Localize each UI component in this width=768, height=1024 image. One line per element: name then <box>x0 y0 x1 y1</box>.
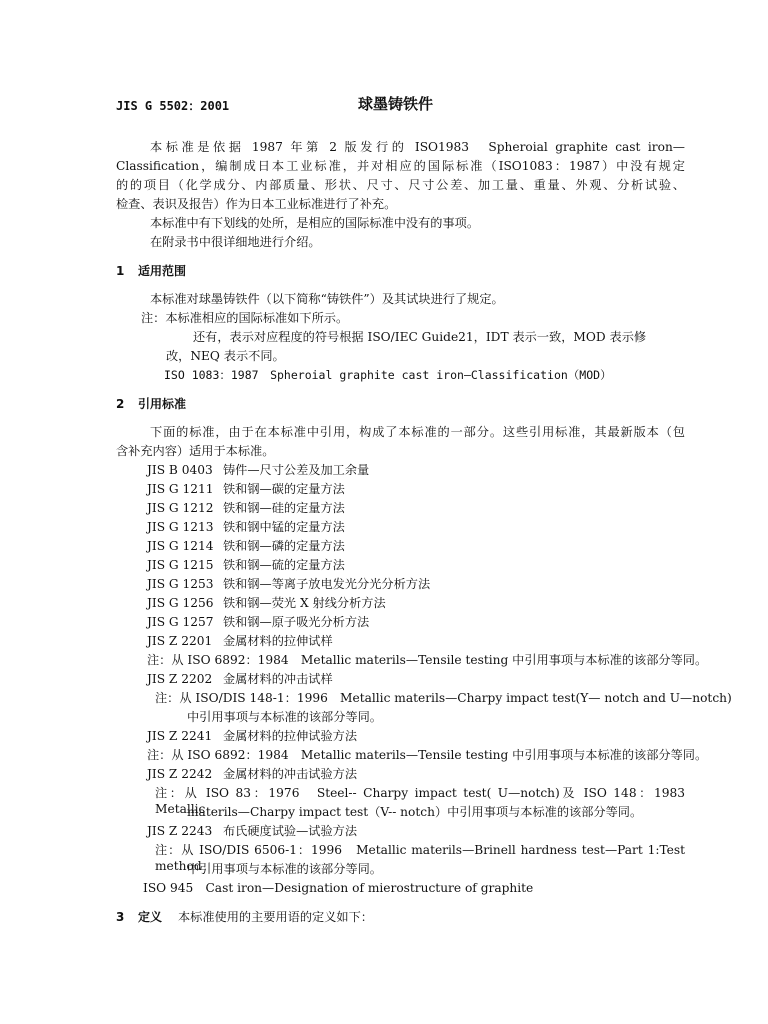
reference-code: JIS G 1211 <box>147 482 214 496</box>
intro-para-2: 本标准中有下划线的处所，是相应的国际标准中没有的事项。 <box>150 216 480 230</box>
reference-code: JIS G 1212 <box>147 501 214 515</box>
reference-title: 铁和钢—硅的定量方法 <box>223 501 345 515</box>
reference-title: 布氏硬度试验—试验方法 <box>223 824 358 838</box>
document-title: 球墨铸铁件 <box>358 95 434 113</box>
reference-item <box>147 823 357 839</box>
reference-title: 金属材料的冲击试验方法 <box>223 767 358 781</box>
section-2-intro-2: 含补充内容）适用于本标准。 <box>116 444 275 458</box>
reference-code: JIS G 1215 <box>147 558 214 572</box>
reference-note-z2243-2: 中引用事项与本标准的该部分等同。 <box>187 862 382 876</box>
intro-line-4: 检查、表识及报告）作为日本工业标准进行了补充。 <box>116 197 397 211</box>
reference-title: 铁和钢—磷的定量方法 <box>223 539 345 553</box>
standard-number: JIS G 5502：2001 <box>116 99 230 113</box>
reference-item <box>147 614 369 630</box>
reference-item <box>147 671 333 687</box>
reference-title: 金属材料的拉伸试验方法 <box>223 729 358 743</box>
reference-note-z2243-1: 注：从 ISO/DIS 6506-1：1996 Metallic materils—Brinell hardness test—Part 1:Test method <box>155 843 685 873</box>
reference-note-z2202-1: 注：从 ISO/DIS 148-1：1996 Metallic materils—Charpy impact test(Y— notch and U—notch) <box>155 691 732 705</box>
reference-item <box>147 728 357 744</box>
reference-title: 铁和钢—原子吸光分析方法 <box>223 615 370 629</box>
section-3-heading: 定义 <box>138 910 163 924</box>
reference-title: 金属材料的拉伸试样 <box>223 634 333 648</box>
reference-code: JIS B 0403 <box>147 463 213 477</box>
reference-item <box>147 557 345 573</box>
reference-code: JIS G 1213 <box>147 520 214 534</box>
reference-item <box>147 576 430 592</box>
reference-item <box>147 500 345 516</box>
intro-para-3: 在附录书中很详细地进行介绍。 <box>150 235 321 249</box>
section-3-text: 本标准使用的主要用语的定义如下： <box>178 910 373 924</box>
reference-item <box>147 519 345 535</box>
reference-code: JIS G 1253 <box>147 577 214 591</box>
reference-item <box>147 766 357 782</box>
reference-code: JIS Z 2201 <box>147 634 213 648</box>
reference-note-z2242-1: 注：从 ISO 83：1976 Steel-- Charpy impact test( U—notch)及 ISO 148：1983 Metallic <box>155 786 698 816</box>
reference-note-z2242-2: materils—Charpy impact test（V-- notch）中引用事项与本标准的该部分等同。 <box>187 805 643 819</box>
reference-code: JIS Z 2202 <box>147 672 213 686</box>
section-1-heading: 适用范围 <box>138 264 187 278</box>
reference-iso-945: ISO 945 Cast iron—Designation of mierostructure of graphite <box>143 881 534 895</box>
reference-title: 铸件—尺寸公差及加工余量 <box>223 463 370 477</box>
section-1-note-detail-1: 还有，表示对应程度的符号根据 ISO/IEC Guide21，IDT 表示一致，MOD 表示修 <box>193 330 647 344</box>
intro-line-2: Classification，编制成日本工业标准，并对相应的国际标准（ISO1083：1987）中没有规定 <box>116 159 685 173</box>
section-2-intro-1: 下面的标准，由于在本标准中引用，构成了本标准的一部分。这些引用标准，其最新版本（包 <box>150 425 685 439</box>
section-1-text: 本标准对球墨铸铁件（以下简称“铸铁件”）及其试块进行了规定。 <box>150 292 504 306</box>
reference-note-z2202-2: 中引用事项与本标准的该部分等同。 <box>187 710 382 724</box>
reference-note-z2201: 注：从 ISO 6892：1984 Metallic materils—Tensile testing 中引用事项与本标准的该部分等同。 <box>147 653 708 667</box>
section-1-note-detail-2: 改，NEQ 表示不同。 <box>166 349 285 363</box>
reference-note-z2241: 注：从 ISO 6892：1984 Metallic materils—Tensile testing 中引用事项与本标准的该部分等同。 <box>147 748 708 762</box>
reference-item <box>147 538 345 554</box>
section-2-number: 2 <box>116 397 125 411</box>
reference-title: 铁和钢—荧光 X 射线分析方法 <box>223 596 386 610</box>
section-1-iso-reference: ISO 1083：1987 Spheroial graphite cast iron—Classification（MOD） <box>164 368 612 382</box>
reference-title: 铁和钢—等离子放电发光分光分析方法 <box>223 577 431 591</box>
reference-code: JIS G 1256 <box>147 596 214 610</box>
reference-title: 铁和钢中锰的定量方法 <box>223 520 345 534</box>
intro-line-3: 的的项目（化学成分、内部质量、形状、尺寸、尺寸公差、加工量、重量、外观、分析试验、 <box>116 178 685 192</box>
section-3-number: 3 <box>116 910 125 924</box>
section-2-heading: 引用标准 <box>138 397 187 411</box>
reference-title: 铁和钢—硫的定量方法 <box>223 558 345 572</box>
section-1-number: 1 <box>116 264 125 278</box>
reference-item <box>147 462 369 478</box>
reference-code: JIS Z 2242 <box>147 767 213 781</box>
reference-code: JIS G 1257 <box>147 615 214 629</box>
reference-item <box>147 633 333 649</box>
intro-line-1: 本标准是依据 1987 年第 2 版发行的 ISO1983 Spheroial graphite cast iron— <box>150 140 685 154</box>
reference-item <box>147 595 386 611</box>
reference-code: JIS G 1214 <box>147 539 214 553</box>
reference-code: JIS Z 2243 <box>147 824 213 838</box>
reference-title: 金属材料的冲击试样 <box>223 672 333 686</box>
reference-title: 铁和钢—碳的定量方法 <box>223 482 345 496</box>
reference-item <box>147 481 345 497</box>
section-1-note: 注：本标准相应的国际标准如下所示。 <box>141 311 349 325</box>
reference-code: JIS Z 2241 <box>147 729 213 743</box>
